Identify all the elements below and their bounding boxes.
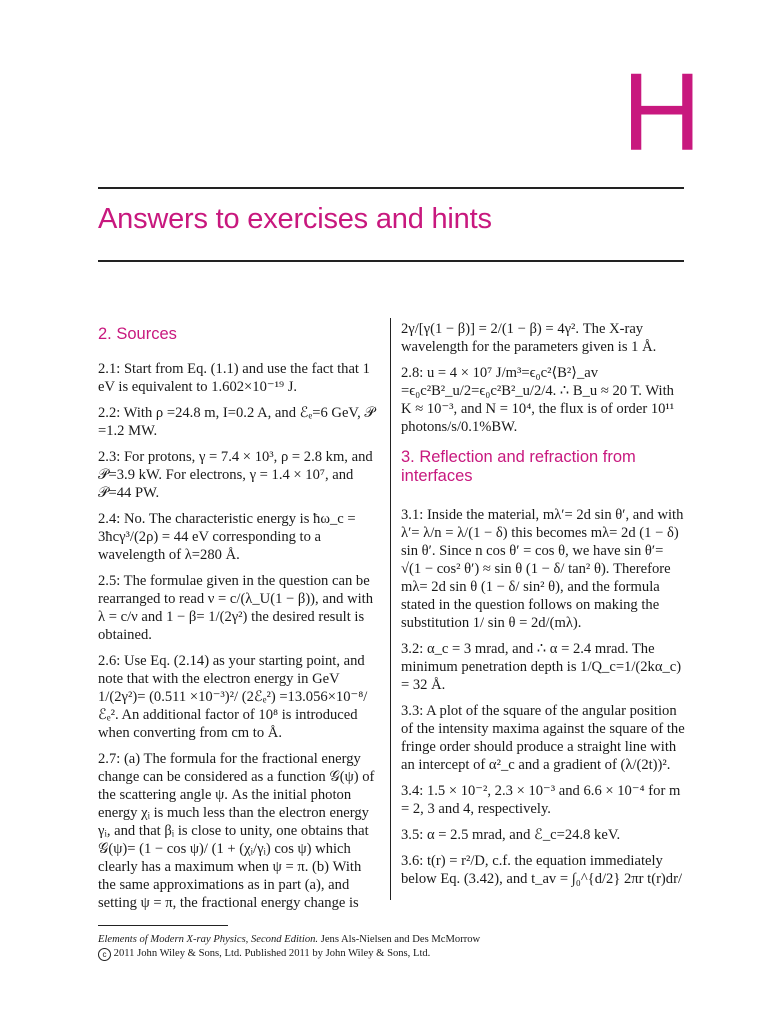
answer-3-1: 3.1: Inside the material, mλ′= 2d sin θ′, and with λ′= λ/n = λ/(1 − δ) this becomes mλ= 2d (1 − δ) sin θ′. Since n cos θ′ = cos θ, we have sin θ′= √(1 − cos² θ′) ≈ sin θ (1 − δ/ tan² θ). Therefore mλ= 2d sin θ (1 − δ/ sin² θ), and the formula stated in the question follows on making the substitution 1/ sin θ = 2d/(mλ).: [401, 507, 684, 631]
footnote-rule: [98, 925, 228, 926]
answer-2-8: 2.8: u = 4 × 10⁷ J/m³=ϵ₀c²⟨B²⟩_av =ϵ₀c²B²_u/2=ϵ₀c²B²_u/2/4. ∴ B_u ≈ 20 T. With K ≈ 10⁻³, and N = 10⁴, the flux is of order 10¹¹ photons/s/0.1%BW.: [401, 365, 675, 435]
copyright-text: 2011 John Wiley & Sons, Ltd. Published 2011 by John Wiley & Sons, Ltd.: [113, 948, 431, 959]
answer-3-3: 3.3: A plot of the square of the angular position of the intensity maxima against the square of the fringe order should produce a straight line with an intercept of α²_c and a gradient of (λ/(2t))².: [401, 703, 685, 773]
page-footer: [98, 933, 688, 961]
book-authors: Jens Als-Nielsen and Des McMorrow: [318, 934, 481, 945]
answer-2-4: 2.4: No. The characteristic energy is ħω_c = 3ħcγ³/(2ρ) = 44 eV corresponding to a wavelength of λ=280 Å.: [98, 511, 356, 563]
answer-2-2: 2.2: With ρ =24.8 m, I=0.2 A, and ℰₑ=6 GeV, 𝒫 =1.2 MW.: [98, 405, 375, 439]
answer-2-7: 2.7: (a) The formula for the fractional energy change can be considered as a function 𝒢(ψ) of the scattering angle ψ. As the initial photon energy χᵢ is much less than the electron energy γᵢ, and that βᵢ is close to unity, one obtains that 𝒢(ψ)= (1 − cos ψ)/ (1 + (χᵢ/γᵢ) cos ψ) which clearly has a maximum when ψ = π. (b) With the same approximations as in part (a), and setting ψ = π, the fractional energy change is: [98, 751, 375, 911]
section-heading-sources: 2. Sources: [98, 325, 177, 343]
bottom-rule: [98, 260, 684, 262]
column-divider: [390, 318, 391, 900]
answer-2-5: 2.5: The formulae given in the question can be rearranged to read ν = c/(λ_U(1 − β)), and with λ = c/ν and 1 − β= 1/(2γ²) the desired result is obtained.: [98, 573, 374, 643]
footer-citation: [98, 933, 688, 947]
answer-3-6: 3.6: t(r) = r²/D, c.f. the equation immediately below Eq. (3.42), and t_av = ∫₀^{d/2} 2πr t(r)dr/: [401, 853, 683, 887]
top-rule: [98, 187, 684, 189]
book-title: Elements of Modern X-ray Physics, Second Edition.: [98, 934, 319, 945]
copyright-icon: c: [98, 948, 111, 961]
answer-2-6: 2.6: Use Eq. (2.14) as your starting point, and note that with the electron energy in GeV 1/(2γ²)= (0.511 ×10⁻³)²/ (2ℰₑ²) =13.056×10⁻⁸/ℰₑ². An additional factor of 10⁸ is introduced when converting from cm to Å.: [98, 653, 368, 741]
answer-3-4: 3.4: 1.5 × 10⁻², 2.3 × 10⁻³ and 6.6 × 10⁻⁴ for m = 2, 3 and 4, respectively.: [401, 783, 681, 817]
answer-2-1: 2.1: Start from Eq. (1.1) and use the fact that 1 eV is equivalent to 1.602×10⁻¹⁹ J.: [98, 361, 370, 395]
section-heading-reflection: 3. Reflection and refraction from interfaces: [401, 448, 636, 485]
right-column: [401, 320, 686, 896]
answer-2-7-continuation: 2γ/[γ(1 − β)] = 2/(1 − β) = 4γ². The X-ray wavelength for the parameters given is 1 Å.: [401, 321, 657, 355]
appendix-letter: H: [622, 51, 702, 174]
answer-3-5: 3.5: α = 2.5 mrad, and ℰ_c=24.8 keV.: [401, 827, 621, 843]
left-column: [98, 320, 380, 920]
chapter-title: Answers to exercises and hints: [98, 203, 492, 235]
footer-copyright: [98, 947, 688, 961]
answer-3-2: 3.2: α_c = 3 mrad, and ∴ α = 2.4 mrad. The minimum penetration depth is 1/Q_c=1/(2kα_c) = 32 Å.: [401, 641, 682, 693]
answer-2-3: 2.3: For protons, γ = 7.4 × 10³, ρ = 2.8 km, and 𝒫=3.9 kW. For electrons, γ = 1.4 × 10⁷, and 𝒫=44 PW.: [98, 449, 373, 501]
